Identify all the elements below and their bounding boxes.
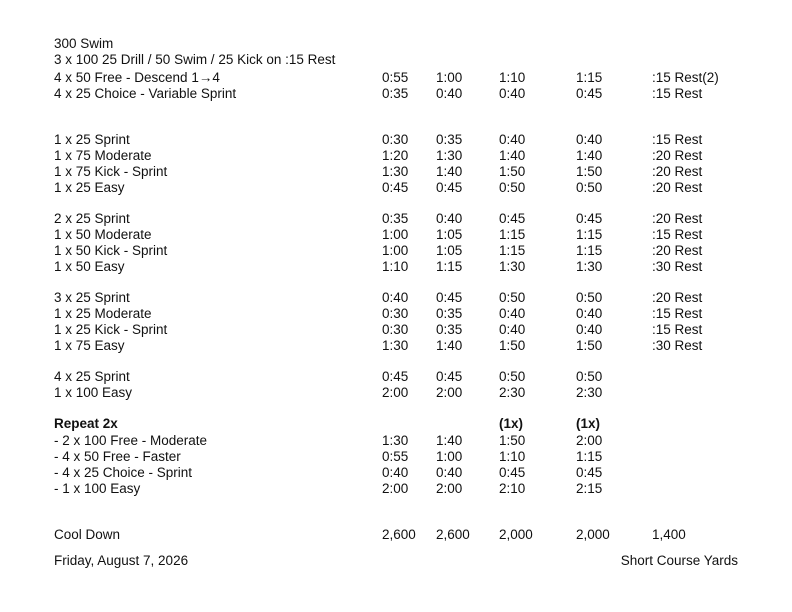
warmup-line-2 [0, 52, 792, 68]
row-value: 0:45 [499, 465, 526, 480]
row-value: 0:45 [436, 180, 463, 195]
row-description: Cool Down [54, 527, 121, 542]
row-value: :20 Rest [652, 290, 703, 305]
row-value: 0:50 [576, 180, 603, 195]
row-value: :20 Rest [652, 148, 703, 163]
row-value: 0:40 [436, 465, 463, 480]
row-value: 0:50 [499, 290, 526, 305]
row-value: 0:30 [382, 322, 409, 337]
row-value: 2:30 [576, 385, 603, 400]
row-value: 0:35 [436, 132, 463, 147]
row-description: 1 x 75 Kick - Sprint [54, 164, 168, 179]
row-value: 2:30 [499, 385, 526, 400]
row-description: 4 x 25 Sprint [54, 369, 130, 384]
row-value: 1:00 [436, 70, 463, 85]
row-value: 1:00 [436, 449, 463, 464]
row-description: - 2 x 100 Free - Moderate [54, 433, 208, 448]
row-value: 1:50 [499, 433, 526, 448]
table-row [0, 211, 792, 227]
row-value: 1:00 [382, 227, 409, 242]
row-value: 2,000 [499, 527, 533, 542]
row-value: 0:35 [436, 306, 463, 321]
table-row [0, 86, 792, 102]
row-value: 0:45 [576, 211, 603, 226]
row-value: 1:40 [436, 338, 463, 353]
row-value: :20 Rest [652, 164, 703, 179]
row-value: :15 Rest [652, 322, 703, 337]
row-value: 1:15 [576, 449, 603, 464]
row-value: 0:50 [499, 180, 526, 195]
warmup-text: 3 x 100 25 Drill / 50 Swim / 25 Kick on :15 Rest [54, 52, 336, 67]
row-value: :15 Rest [652, 306, 703, 321]
row-value: 2,600 [436, 527, 470, 542]
table-row [0, 481, 792, 497]
row-value: 1:30 [382, 164, 409, 179]
row-value: 1:50 [576, 164, 603, 179]
row-value: :30 Rest [652, 338, 703, 353]
row-value: :20 Rest [652, 180, 703, 195]
row-value: :15 Rest(2) [652, 70, 719, 85]
row-value: :30 Rest [652, 259, 703, 274]
row-value: 0:45 [576, 465, 603, 480]
table-row [0, 338, 792, 354]
table-row [0, 322, 792, 338]
row-value: :15 Rest [652, 227, 703, 242]
row-value: 1:05 [436, 243, 463, 258]
footer-course: Short Course Yards [620, 553, 738, 568]
row-description: 1 x 25 Easy [54, 180, 125, 195]
row-value: 1:10 [499, 70, 526, 85]
row-value: 0:55 [382, 449, 409, 464]
row-value: 0:40 [499, 306, 526, 321]
row-value: 0:50 [499, 369, 526, 384]
row-value: 1:40 [436, 164, 463, 179]
table-row [0, 416, 792, 432]
row-value: 2:00 [576, 433, 603, 448]
row-value: 1:15 [576, 70, 603, 85]
row-value: 0:40 [436, 86, 463, 101]
row-value: 1:30 [436, 148, 463, 163]
row-description: 1 x 25 Kick - Sprint [54, 322, 168, 337]
row-value: 1:40 [499, 148, 526, 163]
row-value: 1:15 [436, 259, 463, 274]
row-value: 1:15 [576, 243, 603, 258]
row-value: 1:05 [436, 227, 463, 242]
warmup-line-1 [0, 36, 792, 52]
row-value: 0:40 [576, 322, 603, 337]
row-value: 1,400 [652, 527, 686, 542]
row-value: 0:35 [382, 86, 409, 101]
row-value: 0:40 [436, 211, 463, 226]
table-row [0, 369, 792, 385]
row-value: 1:30 [382, 433, 409, 448]
table-row [0, 433, 792, 449]
row-value: 1:15 [499, 243, 526, 258]
table-row [0, 259, 792, 275]
table-row [0, 306, 792, 322]
row-description: 1 x 75 Moderate [54, 148, 152, 163]
row-description: - 4 x 50 Free - Faster [54, 449, 181, 464]
row-value: 1:10 [382, 259, 409, 274]
row-value: (1x) [576, 416, 601, 431]
row-value: 0:30 [382, 132, 409, 147]
row-value: 1:50 [499, 164, 526, 179]
row-value: 1:50 [499, 338, 526, 353]
row-value: 0:40 [576, 132, 603, 147]
row-value: (1x) [499, 416, 524, 431]
table-row [0, 180, 792, 196]
row-value: 2:00 [382, 481, 409, 496]
row-value: 0:40 [382, 465, 409, 480]
row-value: 1:40 [576, 148, 603, 163]
row-description: 2 x 25 Sprint [54, 211, 130, 226]
row-description: 1 x 100 Easy [54, 385, 133, 400]
row-value: 1:30 [499, 259, 526, 274]
table-row [0, 449, 792, 465]
row-value: 0:45 [576, 86, 603, 101]
table-row [0, 70, 792, 86]
row-value: 2:10 [499, 481, 526, 496]
row-value: 0:45 [436, 290, 463, 305]
row-description: - 1 x 100 Easy [54, 481, 141, 496]
row-value: 1:50 [576, 338, 603, 353]
row-value: 1:10 [499, 449, 526, 464]
row-value: 1:00 [382, 243, 409, 258]
row-value: :20 Rest [652, 211, 703, 226]
row-description: 1 x 50 Moderate [54, 227, 152, 242]
row-value: 0:35 [382, 211, 409, 226]
row-value: 0:40 [576, 306, 603, 321]
row-value: 0:40 [382, 290, 409, 305]
row-value: 0:55 [382, 70, 409, 85]
footer-date: Friday, August 7, 2026 [54, 553, 189, 568]
row-description: Repeat 2x [54, 416, 118, 431]
row-description: 3 x 25 Sprint [54, 290, 130, 305]
row-description: 1 x 50 Kick - Sprint [54, 243, 168, 258]
row-value: :15 Rest [652, 132, 703, 147]
row-value: 2:00 [382, 385, 409, 400]
row-value: 2:00 [436, 481, 463, 496]
row-value: 0:50 [576, 290, 603, 305]
row-value: 1:15 [499, 227, 526, 242]
row-description: 1 x 25 Sprint [54, 132, 130, 147]
row-value: 1:30 [382, 338, 409, 353]
row-value: 2,000 [576, 527, 610, 542]
row-description: 1 x 75 Easy [54, 338, 125, 353]
table-row [0, 148, 792, 164]
row-value: 0:45 [436, 369, 463, 384]
row-value: 1:30 [576, 259, 603, 274]
row-description: 4 x 25 Choice - Variable Sprint [54, 86, 237, 101]
row-value: 0:40 [499, 132, 526, 147]
row-value: 1:20 [382, 148, 409, 163]
row-description: 4 x 50 Free - Descend 1→4 [54, 70, 220, 85]
table-row [0, 227, 792, 243]
table-row [0, 132, 792, 148]
row-value: 2:15 [576, 481, 603, 496]
table-row [0, 527, 792, 543]
row-description: 1 x 50 Easy [54, 259, 125, 274]
row-value: 0:45 [382, 369, 409, 384]
table-row [0, 290, 792, 306]
row-value: 0:30 [382, 306, 409, 321]
footer [0, 553, 792, 569]
row-value: 0:45 [382, 180, 409, 195]
table-row [0, 385, 792, 401]
row-value: 0:50 [576, 369, 603, 384]
row-value: :20 Rest [652, 243, 703, 258]
row-value: 0:40 [499, 86, 526, 101]
row-value: 1:15 [576, 227, 603, 242]
row-value: 0:35 [436, 322, 463, 337]
table-row [0, 164, 792, 180]
table-row [0, 465, 792, 481]
warmup-text: 300 Swim [54, 36, 114, 51]
row-description: - 4 x 25 Choice - Sprint [54, 465, 193, 480]
row-value: 1:40 [436, 433, 463, 448]
row-value: 2:00 [436, 385, 463, 400]
row-value: 0:45 [499, 211, 526, 226]
row-description: 1 x 25 Moderate [54, 306, 152, 321]
row-value: 2,600 [382, 527, 416, 542]
table-row [0, 243, 792, 259]
row-value: :15 Rest [652, 86, 703, 101]
row-value: 0:40 [499, 322, 526, 337]
